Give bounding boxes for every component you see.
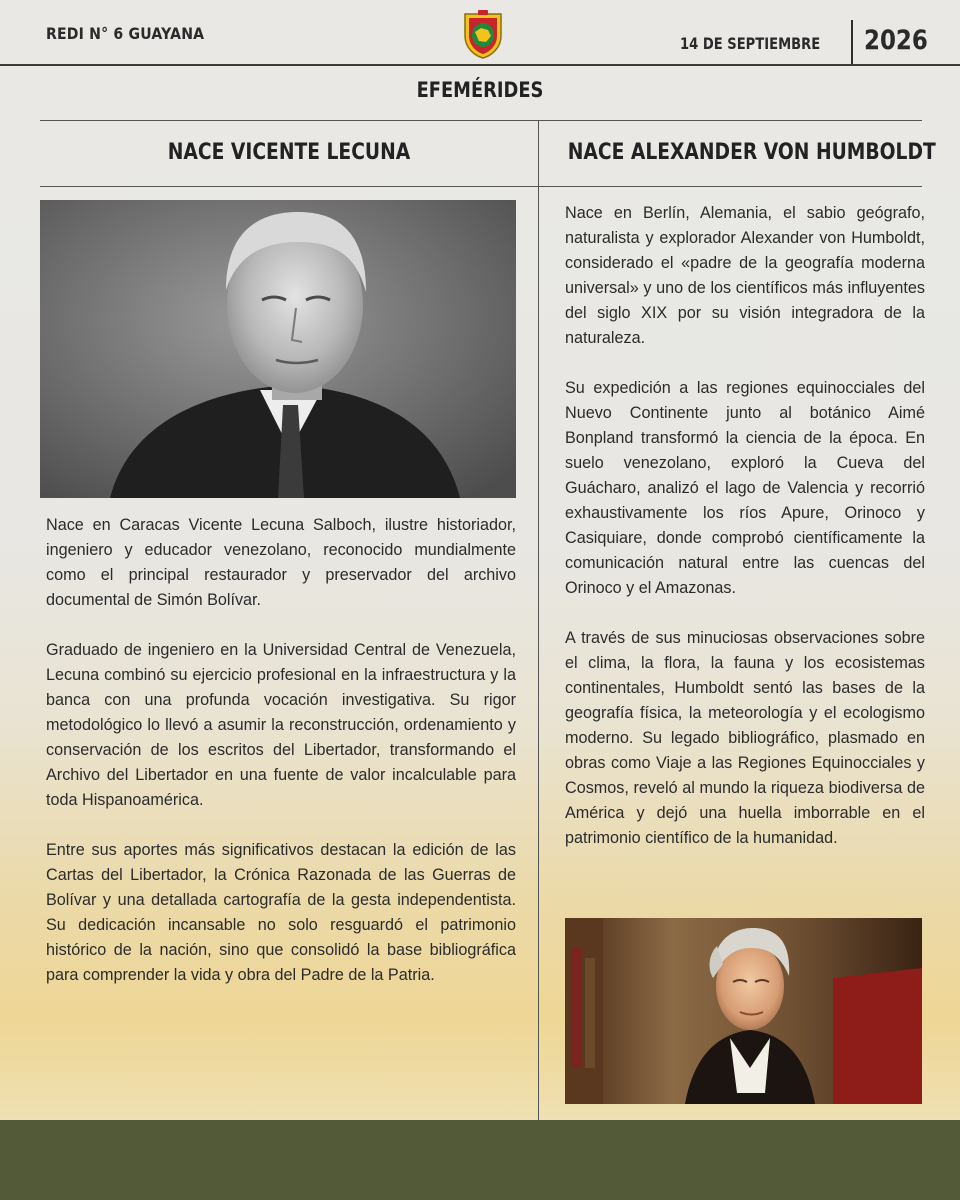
humboldt-paragraph-1: Nace en Berlín, Alemania, el sabio geógrafo, naturalista y explorador Alexander von Humboldt, considerado el «padre de la geografía moderna universal» y uno de los científicos más influyentes del siglo XIX por su visión integradora de la naturaleza. [565, 204, 925, 347]
humboldt-text [565, 201, 925, 876]
header-rule [0, 64, 960, 66]
lecuna-portrait-drawing [40, 200, 516, 498]
shield-logo-icon [461, 8, 505, 60]
title-rule [40, 120, 922, 121]
org-name: REDI N° 6 GUAYANA [46, 24, 205, 43]
humboldt-title: NACE ALEXANDER VON HUMBOLDT [567, 140, 936, 165]
lecuna-text [46, 513, 516, 1013]
lecuna-title: NACE VICENTE LECUNA [167, 140, 411, 165]
footer-bar [0, 1120, 960, 1200]
header-divider [851, 20, 853, 64]
column-title-rule [40, 186, 922, 187]
humboldt-portrait-drawing [565, 918, 922, 1104]
humboldt-portrait [565, 918, 922, 1104]
section-title: EFEMÉRIDES [416, 78, 544, 102]
lecuna-paragraph-3: Entre sus aportes más significativos destacan la edición de las Cartas del Libertador, la Crónica Razonada de las Guerras de Bolívar y una detallada cartografía de la gesta independentista. Su dedicación incansable no solo resguardó el patrimonio histórico de la nación, sino que consolidó la base bibliográfica para comprender la vida y obra del Padre de la Patria. [46, 841, 516, 984]
header-year: 2026 [864, 25, 928, 56]
column-divider [538, 121, 539, 1120]
lecuna-paragraph-2: Graduado de ingeniero en la Universidad Central de Venezuela, Lecuna combinó su ejercicio profesional en la infraestructura y la banca con una profunda vocación investigativa. Su rigor metodológico lo llevó a asumir la reconstrucción, ordenamiento y conservación de los escritos del Libertador, transformando el Archivo del Libertador en una fuente de valor incalculable para toda Hispanoamérica. [46, 641, 516, 809]
lecuna-portrait [40, 200, 516, 498]
humboldt-paragraph-3: A través de sus minuciosas observaciones sobre el clima, la flora, la fauna y los ecosistemas continentales, Humboldt sentó las bases de la geografía física, la meteorología y el ecologismo moderno. Su legado bibliográfico, plasmado en obras como Viaje a las Regiones Equinocciales y Cosmos, reveló al mundo la riqueza biodiversa de América y dejó una huella imborrable en el patrimonio científico de la humanidad. [565, 629, 925, 847]
lecuna-paragraph-1: Nace en Caracas Vicente Lecuna Salboch, ilustre historiador, ingeniero y educador venezolano, reconocido mundialmente como el principal restaurador y preservador del archivo documental de Simón Bolívar. [46, 516, 516, 609]
humboldt-paragraph-2: Su expedición a las regiones equinocciales del Nuevo Continente junto al botánico Aimé Bonpland transformó la ciencia de la época. En suelo venezolano, exploró la Cueva del Guácharo, analizó el lago de Valencia y recorrió exhaustivamente los ríos Apure, Orinoco y Casiquiare, donde comprobó científicamente la comunicación natural entre las cuencas del Orinoco y el Amazonas. [565, 379, 925, 597]
header-date: 14 DE SEPTIEMBRE [680, 34, 821, 53]
